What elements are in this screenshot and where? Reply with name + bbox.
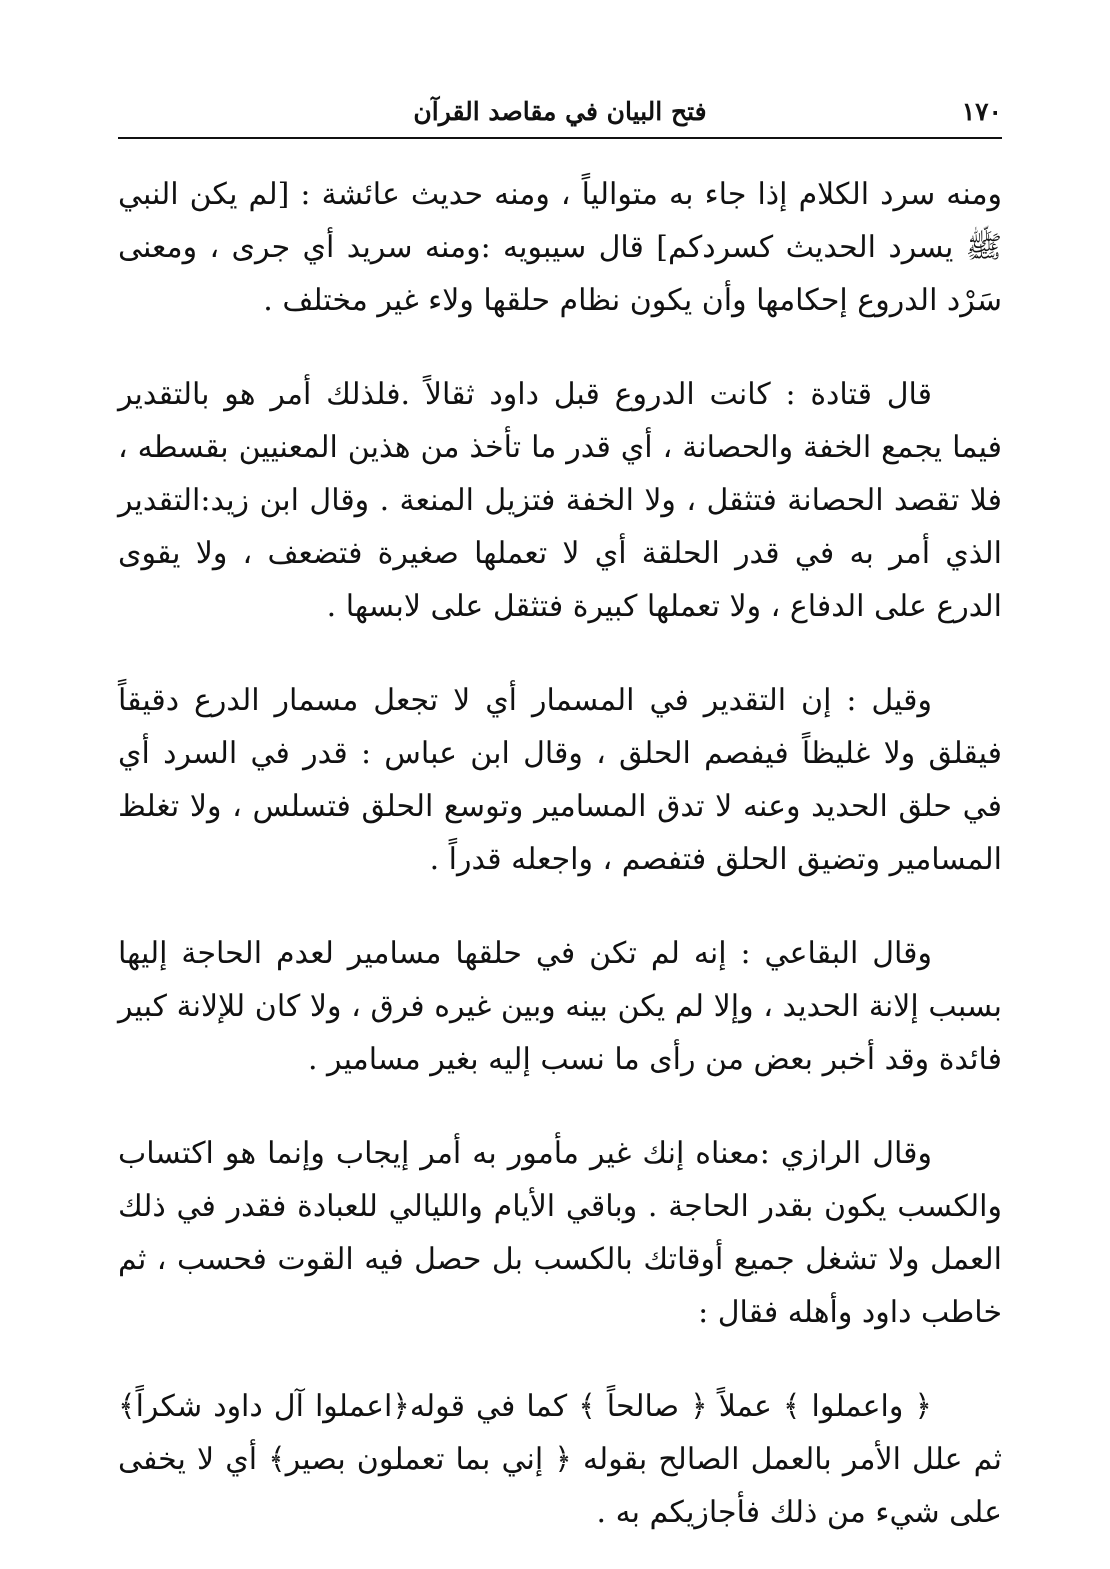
page-header (118, 92, 1002, 132)
paragraph-1: ومنه سرد الكلام إذا جاء به متوالياً ، ومنه حديث عائشة : [لم يكن النبي ﷺ يسرد الحديث كسردكم] قال سيبويه :ومنه سريد أي جرى ، ومعنى سَرْد الدروع إحكامها وأن يكون نظام حلقها ولاء غير مختلف . (118, 177, 1002, 318)
paragraph-6: ﴿ واعملوا ﴾ عملاً ﴿ صالحاً ﴾ كما في قوله﴿اعملوا آل داود شكراً﴾ ثم علل الأمر بالعمل الصالح بقوله ﴿ إني بما تعملون بصير﴾ أي لا يخفى على شيء من ذلك فأجازيكم به . (118, 1389, 1002, 1530)
paragraph-5: وقال الرازي :معناه إنك غير مأمور به أمر إيجاب وإنما هو اكتساب والكسب يكون بقدر الحاجة . وباقي الأيام والليالي للعبادة فقدر في ذلك العمل ولا تشغل جميع أوقاتك بالكسب بل حصل فيه القوت فحسب ، ثم خاطب داود وأهله فقال : (118, 1136, 1002, 1330)
header-rule (118, 137, 1002, 139)
paragraph-2: قال قتادة : كانت الدروع قبل داود ثقالاً .فلذلك أمر هو بالتقدير فيما يجمع الخفة والحصانة ، أي قدر ما تأخذ من هذين المعنيين بقسطه ، فلا تقصد الحصانة فتثقل ، ولا الخفة فتزيل المنعة . وقال ابن زيد:التقدير الذي أمر به في قدر الحلقة أي لا تعملها صغيرة فتضعف ، ولا يقوى الدرع على الدفاع ، ولا تعملها كبيرة فتثقل على لابسها . (118, 377, 1003, 624)
page-number: ١٧٠ (961, 97, 1002, 126)
running-title: فتح البيان في مقاصد القرآن (413, 97, 707, 126)
paragraph-3: وقيل : إن التقدير في المسمار أي لا تجعل مسمار الدرع دقيقاً فيقلق ولا غليظاً فيفصم الحلق ، وقال ابن عباس : قدر في السرد أي في حلق الحديد وعنه لا تدق المسامير وتوسع الحلق فتسلس ، ولا تغلظ المسامير وتضيق الحلق فتفصم ، واجعله قدراً . (118, 683, 1002, 877)
paragraph-4: وقال البقاعي : إنه لم تكن في حلقها مسامير لعدم الحاجة إليها بسبب إلانة الحديد ، وإلا لم يكن بينه وبين غيره فرق ، ولا كان للإلانة كبير فائدة وقد أخبر بعض من رأى ما نسب إليه بغير مسامير . (118, 936, 1002, 1077)
body-text (118, 168, 1002, 1539)
